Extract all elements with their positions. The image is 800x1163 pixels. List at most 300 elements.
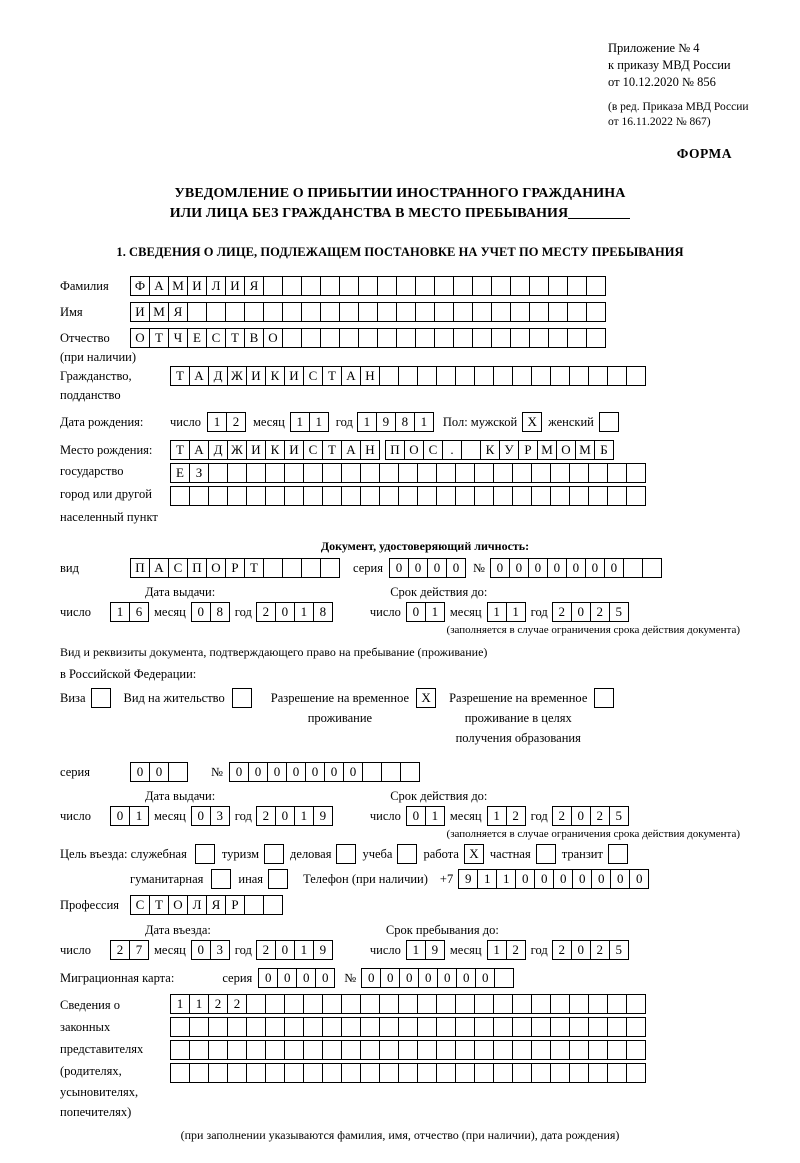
char-cell[interactable] bbox=[491, 276, 511, 296]
char-cell[interactable] bbox=[211, 869, 231, 889]
char-cell[interactable] bbox=[303, 1017, 323, 1037]
char-cell[interactable] bbox=[607, 366, 627, 386]
char-cell[interactable]: 1 bbox=[110, 602, 130, 622]
char-cell[interactable] bbox=[474, 994, 494, 1014]
char-cell[interactable] bbox=[607, 994, 627, 1014]
char-cell[interactable]: Т bbox=[244, 558, 264, 578]
char-cell[interactable] bbox=[586, 276, 606, 296]
char-cell[interactable]: 0 bbox=[566, 558, 586, 578]
char-cell[interactable] bbox=[548, 276, 568, 296]
purpose-study-checkbox[interactable] bbox=[397, 844, 416, 864]
char-cell[interactable] bbox=[623, 558, 643, 578]
char-cell[interactable]: 0 bbox=[275, 806, 295, 826]
char-cell[interactable] bbox=[567, 302, 587, 322]
birth-month-input[interactable] bbox=[290, 412, 328, 432]
char-cell[interactable] bbox=[417, 486, 437, 506]
char-cell[interactable] bbox=[491, 328, 511, 348]
char-cell[interactable]: 0 bbox=[408, 558, 428, 578]
char-cell[interactable]: 1 bbox=[290, 412, 310, 432]
char-cell[interactable] bbox=[536, 844, 556, 864]
purpose-tourism-checkbox[interactable] bbox=[264, 844, 283, 864]
purpose-official-checkbox[interactable] bbox=[195, 844, 214, 864]
char-cell[interactable]: 8 bbox=[395, 412, 415, 432]
birth-city-line2-input[interactable] bbox=[170, 463, 645, 483]
char-cell[interactable] bbox=[594, 688, 614, 708]
stay-day-input[interactable] bbox=[406, 940, 444, 960]
char-cell[interactable] bbox=[512, 1040, 532, 1060]
char-cell[interactable] bbox=[227, 1017, 247, 1037]
char-cell[interactable] bbox=[227, 463, 247, 483]
mig-series-input[interactable] bbox=[258, 968, 334, 988]
char-cell[interactable]: Я bbox=[206, 895, 226, 915]
char-cell[interactable] bbox=[227, 486, 247, 506]
char-cell[interactable]: С bbox=[423, 440, 443, 460]
char-cell[interactable] bbox=[626, 994, 646, 1014]
char-cell[interactable] bbox=[379, 463, 399, 483]
char-cell[interactable]: Р bbox=[225, 558, 245, 578]
char-cell[interactable] bbox=[284, 1063, 304, 1083]
char-cell[interactable]: 1 bbox=[406, 940, 426, 960]
char-cell[interactable]: 5 bbox=[609, 940, 629, 960]
temp-res-checkbox[interactable] bbox=[416, 688, 435, 708]
char-cell[interactable]: Я bbox=[168, 302, 188, 322]
doc-number-input[interactable] bbox=[490, 558, 661, 578]
char-cell[interactable]: С bbox=[206, 328, 226, 348]
char-cell[interactable]: 0 bbox=[446, 558, 466, 578]
char-cell[interactable] bbox=[320, 276, 340, 296]
char-cell[interactable] bbox=[474, 463, 494, 483]
char-cell[interactable]: 6 bbox=[129, 602, 149, 622]
char-cell[interactable] bbox=[588, 1040, 608, 1060]
char-cell[interactable]: 0 bbox=[130, 762, 150, 782]
char-cell[interactable] bbox=[417, 463, 437, 483]
char-cell[interactable]: 1 bbox=[357, 412, 377, 432]
char-cell[interactable] bbox=[512, 994, 532, 1014]
char-cell[interactable]: 1 bbox=[487, 602, 507, 622]
permit-issue-month-input[interactable] bbox=[191, 806, 229, 826]
char-cell[interactable] bbox=[358, 302, 378, 322]
char-cell[interactable]: М bbox=[168, 276, 188, 296]
char-cell[interactable] bbox=[415, 276, 435, 296]
char-cell[interactable]: 0 bbox=[490, 558, 510, 578]
residence-checkbox[interactable] bbox=[232, 688, 251, 708]
char-cell[interactable]: 0 bbox=[305, 762, 325, 782]
char-cell[interactable] bbox=[436, 366, 456, 386]
char-cell[interactable] bbox=[493, 463, 513, 483]
doc-issue-day-input[interactable] bbox=[110, 602, 148, 622]
char-cell[interactable] bbox=[586, 328, 606, 348]
char-cell[interactable]: М bbox=[537, 440, 557, 460]
entry-year-input[interactable] bbox=[256, 940, 332, 960]
phone-input[interactable] bbox=[458, 869, 648, 889]
char-cell[interactable]: 0 bbox=[248, 762, 268, 782]
char-cell[interactable]: И bbox=[246, 366, 266, 386]
char-cell[interactable]: И bbox=[130, 302, 150, 322]
char-cell[interactable] bbox=[284, 486, 304, 506]
char-cell[interactable] bbox=[550, 463, 570, 483]
birth-state-input[interactable] bbox=[170, 440, 379, 460]
char-cell[interactable] bbox=[208, 463, 228, 483]
char-cell[interactable] bbox=[453, 302, 473, 322]
char-cell[interactable] bbox=[529, 328, 549, 348]
char-cell[interactable] bbox=[303, 994, 323, 1014]
char-cell[interactable] bbox=[358, 328, 378, 348]
char-cell[interactable] bbox=[189, 1040, 209, 1060]
char-cell[interactable]: 0 bbox=[534, 869, 554, 889]
char-cell[interactable] bbox=[265, 994, 285, 1014]
char-cell[interactable]: А bbox=[341, 440, 361, 460]
char-cell[interactable]: 0 bbox=[585, 558, 605, 578]
char-cell[interactable] bbox=[379, 994, 399, 1014]
char-cell[interactable] bbox=[567, 276, 587, 296]
char-cell[interactable] bbox=[588, 1063, 608, 1083]
char-cell[interactable]: 1 bbox=[294, 940, 314, 960]
name-input[interactable] bbox=[130, 302, 605, 322]
char-cell[interactable] bbox=[396, 276, 416, 296]
char-cell[interactable] bbox=[284, 994, 304, 1014]
char-cell[interactable] bbox=[282, 558, 302, 578]
char-cell[interactable]: 2 bbox=[552, 806, 572, 826]
char-cell[interactable] bbox=[263, 276, 283, 296]
char-cell[interactable]: К bbox=[480, 440, 500, 460]
char-cell[interactable] bbox=[170, 1063, 190, 1083]
purpose-humanitarian-checkbox[interactable] bbox=[211, 869, 230, 889]
char-cell[interactable]: Т bbox=[322, 440, 342, 460]
char-cell[interactable] bbox=[626, 1017, 646, 1037]
permit-issue-year-input[interactable] bbox=[256, 806, 332, 826]
char-cell[interactable]: С bbox=[168, 558, 188, 578]
char-cell[interactable]: Т bbox=[170, 440, 190, 460]
char-cell[interactable] bbox=[569, 1017, 589, 1037]
profession-input[interactable] bbox=[130, 895, 282, 915]
char-cell[interactable] bbox=[417, 366, 437, 386]
char-cell[interactable]: А bbox=[149, 558, 169, 578]
char-cell[interactable] bbox=[398, 463, 418, 483]
char-cell[interactable] bbox=[569, 366, 589, 386]
permit-valid-day-input[interactable] bbox=[406, 806, 444, 826]
char-cell[interactable] bbox=[377, 328, 397, 348]
char-cell[interactable] bbox=[341, 463, 361, 483]
doc-kind-input[interactable] bbox=[130, 558, 339, 578]
char-cell[interactable]: Т bbox=[170, 366, 190, 386]
char-cell[interactable]: 0 bbox=[191, 806, 211, 826]
char-cell[interactable] bbox=[512, 1017, 532, 1037]
char-cell[interactable]: Е bbox=[187, 328, 207, 348]
purpose-private-checkbox[interactable] bbox=[536, 844, 555, 864]
char-cell[interactable]: Т bbox=[322, 366, 342, 386]
char-cell[interactable]: Б bbox=[594, 440, 614, 460]
char-cell[interactable]: 0 bbox=[275, 940, 295, 960]
stay-month-input[interactable] bbox=[487, 940, 525, 960]
sex-female-checkbox[interactable] bbox=[599, 412, 618, 432]
char-cell[interactable] bbox=[265, 1040, 285, 1060]
char-cell[interactable] bbox=[398, 1017, 418, 1037]
char-cell[interactable] bbox=[264, 844, 284, 864]
char-cell[interactable] bbox=[569, 1040, 589, 1060]
char-cell[interactable]: А bbox=[189, 440, 209, 460]
char-cell[interactable] bbox=[550, 486, 570, 506]
char-cell[interactable]: 1 bbox=[309, 412, 329, 432]
char-cell[interactable]: 0 bbox=[572, 869, 592, 889]
patronymic-input[interactable] bbox=[130, 328, 605, 348]
char-cell[interactable]: П bbox=[187, 558, 207, 578]
char-cell[interactable]: 0 bbox=[110, 806, 130, 826]
char-cell[interactable] bbox=[358, 276, 378, 296]
char-cell[interactable] bbox=[550, 366, 570, 386]
char-cell[interactable]: 0 bbox=[418, 968, 438, 988]
char-cell[interactable] bbox=[436, 1040, 456, 1060]
char-cell[interactable] bbox=[263, 302, 283, 322]
char-cell[interactable] bbox=[170, 486, 190, 506]
char-cell[interactable] bbox=[341, 1017, 361, 1037]
char-cell[interactable] bbox=[397, 844, 417, 864]
char-cell[interactable] bbox=[339, 302, 359, 322]
char-cell[interactable] bbox=[607, 463, 627, 483]
char-cell[interactable] bbox=[170, 1017, 190, 1037]
char-cell[interactable]: . bbox=[442, 440, 462, 460]
char-cell[interactable] bbox=[417, 1040, 437, 1060]
char-cell[interactable] bbox=[170, 1040, 190, 1060]
char-cell[interactable]: К bbox=[265, 366, 285, 386]
mig-number-input[interactable] bbox=[361, 968, 513, 988]
char-cell[interactable] bbox=[531, 463, 551, 483]
char-cell[interactable] bbox=[493, 486, 513, 506]
char-cell[interactable] bbox=[455, 994, 475, 1014]
char-cell[interactable] bbox=[400, 762, 420, 782]
char-cell[interactable] bbox=[322, 1040, 342, 1060]
char-cell[interactable]: 9 bbox=[313, 806, 333, 826]
char-cell[interactable]: Д bbox=[208, 366, 228, 386]
char-cell[interactable] bbox=[436, 1017, 456, 1037]
char-cell[interactable] bbox=[189, 1017, 209, 1037]
char-cell[interactable] bbox=[472, 302, 492, 322]
char-cell[interactable] bbox=[548, 302, 568, 322]
char-cell[interactable] bbox=[455, 1063, 475, 1083]
char-cell[interactable] bbox=[244, 302, 264, 322]
char-cell[interactable] bbox=[303, 1040, 323, 1060]
char-cell[interactable] bbox=[550, 1040, 570, 1060]
char-cell[interactable] bbox=[512, 366, 532, 386]
char-cell[interactable] bbox=[322, 1063, 342, 1083]
char-cell[interactable] bbox=[436, 1063, 456, 1083]
char-cell[interactable] bbox=[531, 1040, 551, 1060]
char-cell[interactable] bbox=[362, 762, 382, 782]
char-cell[interactable] bbox=[474, 1040, 494, 1060]
char-cell[interactable] bbox=[398, 994, 418, 1014]
char-cell[interactable]: 0 bbox=[315, 968, 335, 988]
char-cell[interactable]: О bbox=[206, 558, 226, 578]
char-cell[interactable] bbox=[455, 486, 475, 506]
char-cell[interactable] bbox=[493, 994, 513, 1014]
char-cell[interactable] bbox=[512, 1063, 532, 1083]
purpose-other-checkbox[interactable] bbox=[268, 869, 287, 889]
char-cell[interactable] bbox=[187, 302, 207, 322]
char-cell[interactable]: И bbox=[225, 276, 245, 296]
char-cell[interactable]: 2 bbox=[226, 412, 246, 432]
char-cell[interactable]: 0 bbox=[149, 762, 169, 782]
char-cell[interactable]: Т bbox=[149, 895, 169, 915]
char-cell[interactable] bbox=[189, 486, 209, 506]
char-cell[interactable] bbox=[472, 276, 492, 296]
char-cell[interactable] bbox=[396, 328, 416, 348]
char-cell[interactable]: X bbox=[464, 844, 484, 864]
char-cell[interactable] bbox=[265, 1063, 285, 1083]
char-cell[interactable]: 0 bbox=[456, 968, 476, 988]
char-cell[interactable] bbox=[282, 328, 302, 348]
char-cell[interactable]: 0 bbox=[277, 968, 297, 988]
char-cell[interactable]: З bbox=[189, 463, 209, 483]
char-cell[interactable]: Н bbox=[360, 440, 380, 460]
char-cell[interactable] bbox=[569, 994, 589, 1014]
char-cell[interactable] bbox=[548, 328, 568, 348]
char-cell[interactable]: 2 bbox=[552, 602, 572, 622]
char-cell[interactable]: П bbox=[130, 558, 150, 578]
char-cell[interactable]: 1 bbox=[487, 806, 507, 826]
char-cell[interactable] bbox=[381, 762, 401, 782]
char-cell[interactable] bbox=[206, 302, 226, 322]
char-cell[interactable]: 0 bbox=[571, 806, 591, 826]
char-cell[interactable] bbox=[569, 1063, 589, 1083]
char-cell[interactable] bbox=[398, 1040, 418, 1060]
char-cell[interactable] bbox=[588, 1017, 608, 1037]
char-cell[interactable] bbox=[455, 463, 475, 483]
char-cell[interactable] bbox=[398, 366, 418, 386]
char-cell[interactable] bbox=[588, 486, 608, 506]
char-cell[interactable]: 0 bbox=[427, 558, 447, 578]
purpose-transit-checkbox[interactable] bbox=[608, 844, 627, 864]
char-cell[interactable] bbox=[493, 366, 513, 386]
permit-valid-year-input[interactable] bbox=[552, 806, 628, 826]
char-cell[interactable] bbox=[588, 366, 608, 386]
char-cell[interactable]: X bbox=[522, 412, 542, 432]
char-cell[interactable] bbox=[607, 1017, 627, 1037]
char-cell[interactable] bbox=[512, 486, 532, 506]
birth-city-line1-input[interactable] bbox=[385, 440, 613, 460]
entry-month-input[interactable] bbox=[191, 940, 229, 960]
char-cell[interactable]: Р bbox=[225, 895, 245, 915]
char-cell[interactable] bbox=[453, 276, 473, 296]
char-cell[interactable]: 0 bbox=[389, 558, 409, 578]
char-cell[interactable]: 0 bbox=[406, 806, 426, 826]
char-cell[interactable] bbox=[607, 486, 627, 506]
char-cell[interactable] bbox=[510, 302, 530, 322]
char-cell[interactable]: 2 bbox=[506, 940, 526, 960]
char-cell[interactable] bbox=[531, 1063, 551, 1083]
char-cell[interactable] bbox=[512, 463, 532, 483]
char-cell[interactable] bbox=[244, 895, 264, 915]
char-cell[interactable] bbox=[550, 994, 570, 1014]
char-cell[interactable]: И bbox=[187, 276, 207, 296]
char-cell[interactable] bbox=[225, 302, 245, 322]
char-cell[interactable]: 1 bbox=[189, 994, 209, 1014]
char-cell[interactable] bbox=[626, 1040, 646, 1060]
purpose-business-checkbox[interactable] bbox=[336, 844, 355, 864]
char-cell[interactable]: 0 bbox=[509, 558, 529, 578]
char-cell[interactable]: Я bbox=[244, 276, 264, 296]
char-cell[interactable] bbox=[417, 994, 437, 1014]
char-cell[interactable] bbox=[360, 1040, 380, 1060]
char-cell[interactable] bbox=[360, 994, 380, 1014]
char-cell[interactable] bbox=[268, 869, 288, 889]
char-cell[interactable]: И bbox=[246, 440, 266, 460]
legal-rep-line3-input[interactable] bbox=[170, 1040, 645, 1060]
char-cell[interactable]: 0 bbox=[406, 602, 426, 622]
doc-valid-year-input[interactable] bbox=[552, 602, 628, 622]
char-cell[interactable]: Ф bbox=[130, 276, 150, 296]
char-cell[interactable] bbox=[322, 1017, 342, 1037]
char-cell[interactable]: Е bbox=[170, 463, 190, 483]
char-cell[interactable] bbox=[436, 486, 456, 506]
char-cell[interactable] bbox=[472, 328, 492, 348]
char-cell[interactable] bbox=[208, 1063, 228, 1083]
char-cell[interactable]: 1 bbox=[477, 869, 497, 889]
permit-valid-month-input[interactable] bbox=[487, 806, 525, 826]
char-cell[interactable]: Т bbox=[149, 328, 169, 348]
birth-city-line3-input[interactable] bbox=[170, 486, 645, 506]
char-cell[interactable]: 0 bbox=[361, 968, 381, 988]
char-cell[interactable] bbox=[339, 328, 359, 348]
char-cell[interactable] bbox=[232, 688, 252, 708]
char-cell[interactable]: 9 bbox=[458, 869, 478, 889]
char-cell[interactable]: 3 bbox=[210, 806, 230, 826]
permit-issue-day-input[interactable] bbox=[110, 806, 148, 826]
char-cell[interactable] bbox=[474, 1063, 494, 1083]
doc-valid-day-input[interactable] bbox=[406, 602, 444, 622]
char-cell[interactable]: 1 bbox=[425, 806, 445, 826]
char-cell[interactable]: О bbox=[168, 895, 188, 915]
char-cell[interactable] bbox=[569, 463, 589, 483]
legal-rep-line2-input[interactable] bbox=[170, 1017, 645, 1037]
char-cell[interactable] bbox=[265, 463, 285, 483]
char-cell[interactable]: 2 bbox=[590, 602, 610, 622]
char-cell[interactable]: И bbox=[284, 440, 304, 460]
char-cell[interactable]: 1 bbox=[294, 602, 314, 622]
char-cell[interactable] bbox=[531, 994, 551, 1014]
char-cell[interactable]: X bbox=[416, 688, 436, 708]
char-cell[interactable] bbox=[396, 302, 416, 322]
char-cell[interactable] bbox=[336, 844, 356, 864]
char-cell[interactable] bbox=[263, 558, 283, 578]
char-cell[interactable] bbox=[360, 1017, 380, 1037]
char-cell[interactable] bbox=[322, 486, 342, 506]
char-cell[interactable] bbox=[379, 486, 399, 506]
char-cell[interactable] bbox=[301, 558, 321, 578]
char-cell[interactable] bbox=[453, 328, 473, 348]
char-cell[interactable] bbox=[339, 276, 359, 296]
permit-series-input[interactable] bbox=[130, 762, 187, 782]
char-cell[interactable] bbox=[436, 463, 456, 483]
char-cell[interactable] bbox=[282, 302, 302, 322]
char-cell[interactable] bbox=[494, 968, 514, 988]
char-cell[interactable]: 5 bbox=[609, 806, 629, 826]
char-cell[interactable] bbox=[550, 1017, 570, 1037]
char-cell[interactable] bbox=[567, 328, 587, 348]
char-cell[interactable] bbox=[246, 1063, 266, 1083]
char-cell[interactable]: 1 bbox=[496, 869, 516, 889]
doc-series-input[interactable] bbox=[389, 558, 465, 578]
char-cell[interactable] bbox=[569, 486, 589, 506]
char-cell[interactable]: 1 bbox=[129, 806, 149, 826]
char-cell[interactable] bbox=[301, 302, 321, 322]
char-cell[interactable]: 0 bbox=[629, 869, 649, 889]
char-cell[interactable]: 2 bbox=[506, 806, 526, 826]
char-cell[interactable] bbox=[474, 1017, 494, 1037]
purpose-work-checkbox[interactable] bbox=[464, 844, 483, 864]
char-cell[interactable]: 2 bbox=[590, 940, 610, 960]
char-cell[interactable]: 1 bbox=[414, 412, 434, 432]
char-cell[interactable]: 0 bbox=[571, 602, 591, 622]
char-cell[interactable]: 1 bbox=[425, 602, 445, 622]
